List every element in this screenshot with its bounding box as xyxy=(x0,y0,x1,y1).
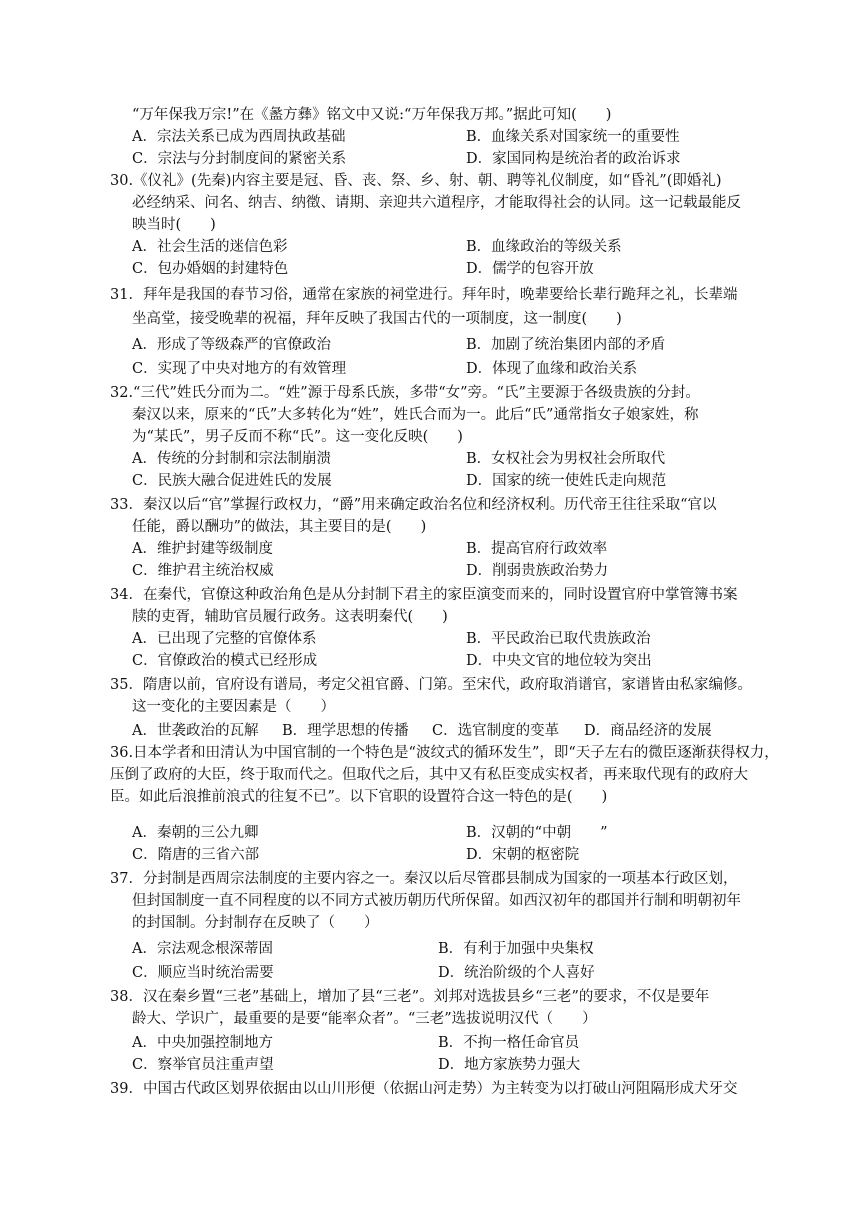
question-29-option-d: D．家国同构是统治者的政治诉求 xyxy=(466,151,681,167)
question-30-option-a: A．社会生活的迷信色彩 xyxy=(132,239,288,255)
question-35-option-d: D．商品经济的发展 xyxy=(584,723,712,739)
question-38-option-d: D．地方家族势力强大 xyxy=(438,1057,581,1073)
question-36-stem-line-3: 臣。如此后浪推前浪式的往复不已”。以下官职的设置符合这一特色的是( ) xyxy=(110,789,608,805)
question-34-option-a: A．已出现了完整的官僚体系 xyxy=(132,631,317,647)
question-32-option-c: C．民族大融合促进姓氏的发展 xyxy=(132,473,332,489)
question-33-option-a: A．维护封建等级制度 xyxy=(132,541,273,557)
question-29-option-a: A．宗法关系已成为西周执政基础 xyxy=(132,129,346,145)
question-35-stem-line-1: 35．隋唐以前，官府设有谱局，考定父祖官爵、门第。至宋代，政府取消谱官，家谱皆由私家编修。 xyxy=(110,677,752,693)
question-32-option-b: B．女权社会为男权社会所取代 xyxy=(466,451,666,467)
question-30-stem-line-3: 映当时( ) xyxy=(132,217,216,233)
question-36-stem-line-1: 36.日本学者和田清认为中国官制的一个特色是“波纹式的循环发生”，即“天子左右的微臣逐渐获得权力， xyxy=(110,745,779,761)
question-36-option-c: C．隋唐的三省六部 xyxy=(132,847,260,863)
question-39-stem-line-1: 39．中国古代政区划界依据由以山川形便（依据山河走势）为主转变为以打破山河阻隔形成犬牙交 xyxy=(110,1081,738,1097)
question-31-stem-line-1: 31．拜年是我国的春节习俗，通常在家族的祠堂进行。拜年时，晚辈要给长辈行跪拜之礼，长辈端 xyxy=(110,287,738,303)
question-34-stem-line-2: 牍的吏胥，辅助官员履行政务。这表明秦代( ) xyxy=(132,609,448,625)
question-38-stem-line-2: 龄大、学识广，最重要的是要“能率众者”。“三老”选拔说明汉代（ ） xyxy=(132,1011,597,1027)
question-32-stem-line-3: 为“某氏”，男子反而不称“氏”。这一变化反映( ) xyxy=(132,429,463,445)
question-36-option-d: D．宋朝的枢密院 xyxy=(466,847,580,863)
question-35-option-a: A．世袭政治的瓦解 xyxy=(132,723,259,739)
question-37-stem-line-3: 的封国制。分封制存在反映了（ ） xyxy=(132,915,379,931)
question-33-option-d: D．削弱贵族政治势力 xyxy=(466,563,609,579)
question-32-stem-line-1: 32.“三代”姓氏分而为二。“姓”源于母系氏族，多带“女”旁。“氏”主要源于各级贵族的分封。 xyxy=(110,385,700,401)
question-37-stem-line-1: 37．分封制是西周宗法制度的主要内容之一。秦汉以后尽管郡县制成为国家的一项基本行政区划， xyxy=(110,871,738,887)
question-35-option-c: C．选官制度的变革 xyxy=(432,723,560,739)
question-38-option-a: A．中央加强控制地方 xyxy=(132,1035,273,1051)
question-29-option-b: B．血缘关系对国家统一的重要性 xyxy=(466,129,680,145)
question-33-stem-line-1: 33．秦汉以后“官”掌握行政权力，“爵”用来确定政治名位和经济权利。历代帝王往往采取“官以 xyxy=(110,497,717,513)
question-29-stem-line-1: “万年保我万宗!”在《盠方彝》铭文中又说:“万年保我万邦。”据此可知( ) xyxy=(132,107,612,123)
question-38-stem-line-1: 38．汉在秦乡置“三老”基础上，增加了县“三老”。刘邦对选拔县乡“三老”的要求，不仅是要年 xyxy=(110,989,710,1005)
question-38-option-b: B．不拘一格任命官员 xyxy=(438,1035,580,1051)
question-37-option-b: B．有利于加强中央集权 xyxy=(438,941,594,957)
question-33-option-c: C．维护君主统治权威 xyxy=(132,563,274,579)
question-34-option-c: C．官僚政治的模式已经形成 xyxy=(132,653,318,669)
question-35-option-b: B．理学思想的传播 xyxy=(282,723,409,739)
question-30-option-b: B．血缘政治的等级关系 xyxy=(466,239,622,255)
question-30-stem-line-1: 30.《仪礼》(先秦)内容主要是冠、昏、丧、祭、乡、射、朝、聘等礼仪制度，如“昏礼”(即婚礼) xyxy=(110,173,722,189)
question-30-option-c: C．包办婚姻的封建特色 xyxy=(132,261,289,277)
question-31-option-d: D．体现了血缘和政治关系 xyxy=(466,361,638,377)
question-36-option-a: A．秦朝的三公九卿 xyxy=(132,825,259,841)
question-37-option-a: A．宗法观念根深蒂固 xyxy=(132,941,273,957)
question-35-stem-line-2: 这一变化的主要因素是（ ） xyxy=(132,699,335,715)
question-33-stem-line-2: 任能，爵以酬功”的做法，其主要目的是( ) xyxy=(132,519,427,535)
question-34-option-b: B．平民政治已取代贵族政治 xyxy=(466,631,651,647)
question-37-stem-line-2: 但封国制度一直不同程度的以不同方式被历朝历代所保留。如西汉初年的郡国并行制和明朝初年 xyxy=(132,893,741,909)
question-34-option-d: D．中央文官的地位较为突出 xyxy=(466,653,652,669)
question-33-option-b: B．提高官府行政效率 xyxy=(466,541,608,557)
question-35-options-row xyxy=(132,720,712,742)
question-31-stem-line-2: 坐高堂，接受晚辈的祝福，拜年反映了我国古代的一项制度，这一制度( ) xyxy=(132,311,622,327)
question-29-option-c: C．宗法与分封制度间的紧密关系 xyxy=(132,151,347,167)
question-34-stem-line-1: 34．在秦代，官僚这种政治角色是从分封制下君主的家臣演变而来的，同时设置官府中掌管簿书案 xyxy=(110,587,738,603)
question-36-stem-line-2: 压倒了政府的大臣，终于取而代之。但取代之后，其中又有私臣变成实权者，再来取代现有的政府大 xyxy=(110,767,748,783)
question-31-option-c: C．实现了中央对地方的有效管理 xyxy=(132,361,347,377)
question-31-option-a: A．形成了等级森严的官僚政治 xyxy=(132,337,331,353)
question-36-option-b: B．汉朝的“中朝 ” xyxy=(466,825,608,841)
question-30-stem-line-2: 必经纳采、问名、纳吉、纳徵、请期、亲迎共六道程序，才能取得社会的认同。这一记载最能反 xyxy=(132,195,741,211)
question-32-option-d: D．国家的统一使姓氏走向规范 xyxy=(466,473,667,489)
question-31-option-b: B．加剧了统治集团内部的矛盾 xyxy=(466,337,666,353)
question-38-option-c: C．察举官员注重声望 xyxy=(132,1057,274,1073)
question-32-option-a: A．传统的分封制和宗法制崩溃 xyxy=(132,451,331,467)
question-30-option-d: D．儒学的包容开放 xyxy=(466,261,594,277)
question-37-option-d: D．统治阶级的个人喜好 xyxy=(438,965,595,981)
question-37-option-c: C．顺应当时统治需要 xyxy=(132,965,274,981)
question-32-stem-line-2: 秦汉以来，原来的“氏”大多转化为“姓”，姓氏合而为一。此后“氏”通常指女子娘家姓，称 xyxy=(132,407,699,423)
